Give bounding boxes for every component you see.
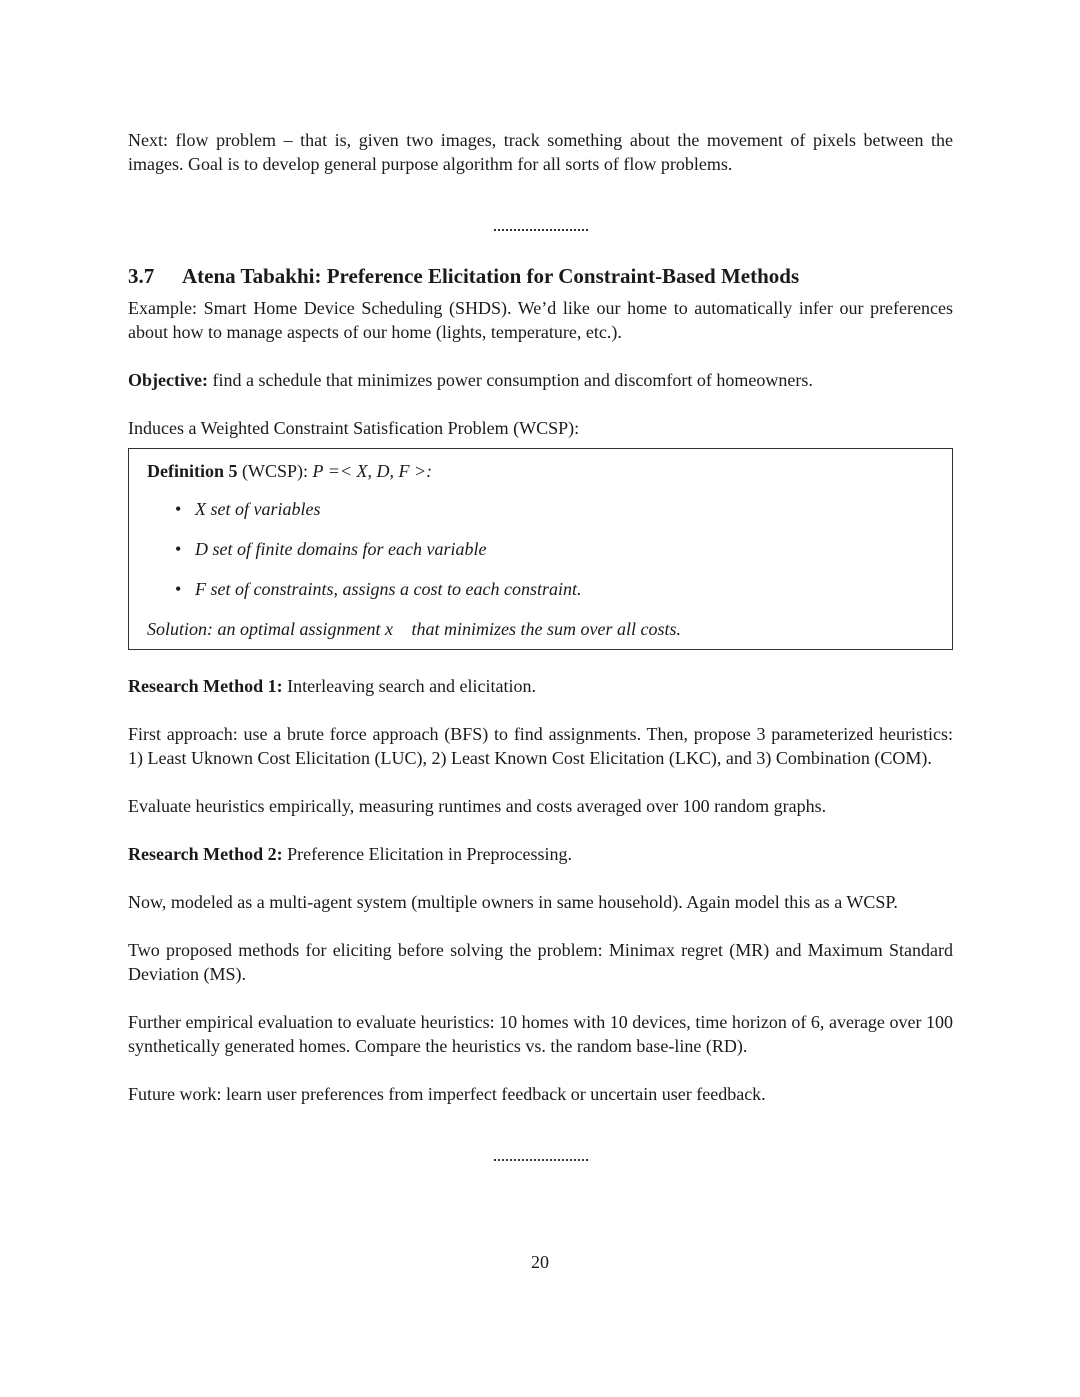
objective-paragraph — [128, 368, 953, 392]
definition-item-text: X set of variables — [195, 499, 321, 519]
further-evaluation-paragraph: Further empirical evaluation to evaluate heuristics: 10 homes with 10 devices, time horizon of 6, average over 100 synthetically generated homes. Compare the heuristics vs. the random base-line (RD). — [128, 1012, 953, 1056]
section-separator-top — [128, 218, 953, 242]
bullet-icon: • — [175, 499, 182, 519]
definition-item-text: D set of finite domains for each variable — [195, 539, 487, 559]
multiagent-paragraph: Now, modeled as a multi-agent system (multiple owners in same household). Again model this as a WCSP. — [128, 892, 898, 912]
research-method-2-text: Preference Elicitation in Preprocessing. — [282, 844, 573, 864]
research-method-2-label: Research Method 2: — [128, 844, 283, 864]
definition-list — [147, 497, 934, 601]
intro-flow-paragraph: Next: flow problem – that is, given two images, track something about the movement of pixels between the images. Goal is to develop general purpose algorithm for all sorts of flow problems. — [128, 130, 953, 174]
page-number: 20 — [531, 1252, 549, 1272]
bullet-icon: • — [175, 579, 182, 599]
example-paragraph: Example: Smart Home Device Scheduling (SHDS). We’d like our home to automatically infer our preferences about how to manage aspects of our home (lights, temperature, etc.). — [128, 298, 953, 342]
first-approach-paragraph: First approach: use a brute force approach (BFS) to find assignments. Then, propose 3 parameterized heuristics: 1) Least Uknown Cost Elicitation (LUC), 2) Least Known Cost Elicitation (LKC), and 3) Combination (COM). — [128, 724, 953, 768]
definition-label: Definition 5 — [147, 461, 238, 481]
future-work-paragraph: Future work: learn user preferences from imperfect feedback or uncertain user feedback. — [128, 1084, 766, 1104]
section-number: 3.7 — [128, 264, 155, 288]
definition-name: (WCSP): — [237, 461, 313, 481]
section-separator-bottom — [128, 1148, 953, 1172]
evaluate-paragraph: Evaluate heuristics empirically, measuring runtimes and costs averaged over 100 random graphs. — [128, 796, 827, 816]
research-method-1-label: Research Method 1: — [128, 676, 283, 696]
induces-paragraph: Induces a Weighted Constraint Satisfication Problem (WCSP): — [128, 418, 580, 438]
definition-item-text: F set of constraints, assigns a cost to each constraint. — [195, 579, 582, 599]
research-method-2-paragraph — [128, 842, 953, 866]
two-methods-paragraph: Two proposed methods for eliciting before solving the problem: Minimax regret (MR) and Maximum Standard Deviation (MS). — [128, 940, 953, 984]
objective-text: find a schedule that minimizes power consumption and discomfort of homeowners. — [207, 370, 813, 390]
page-content — [128, 128, 953, 1192]
objective-label: Objective: — [128, 370, 208, 390]
definition-heading — [147, 459, 934, 483]
definition-item — [175, 497, 934, 521]
research-method-1-paragraph — [128, 674, 953, 698]
research-method-1-text: Interleaving search and elicitation. — [282, 676, 537, 696]
definition-item — [175, 537, 934, 561]
section-heading — [128, 262, 953, 290]
definition-item — [175, 577, 934, 601]
definition-solution: Solution: an optimal assignment x⃗ that minimizes the sum over all costs. — [147, 619, 681, 639]
definition-box — [128, 448, 953, 650]
definition-formula: P =< X, D, F >: — [312, 461, 433, 481]
section-title: Atena Tabakhi: Preference Elicitation for Constraint-Based Methods — [182, 264, 800, 288]
bullet-icon: • — [175, 539, 182, 559]
